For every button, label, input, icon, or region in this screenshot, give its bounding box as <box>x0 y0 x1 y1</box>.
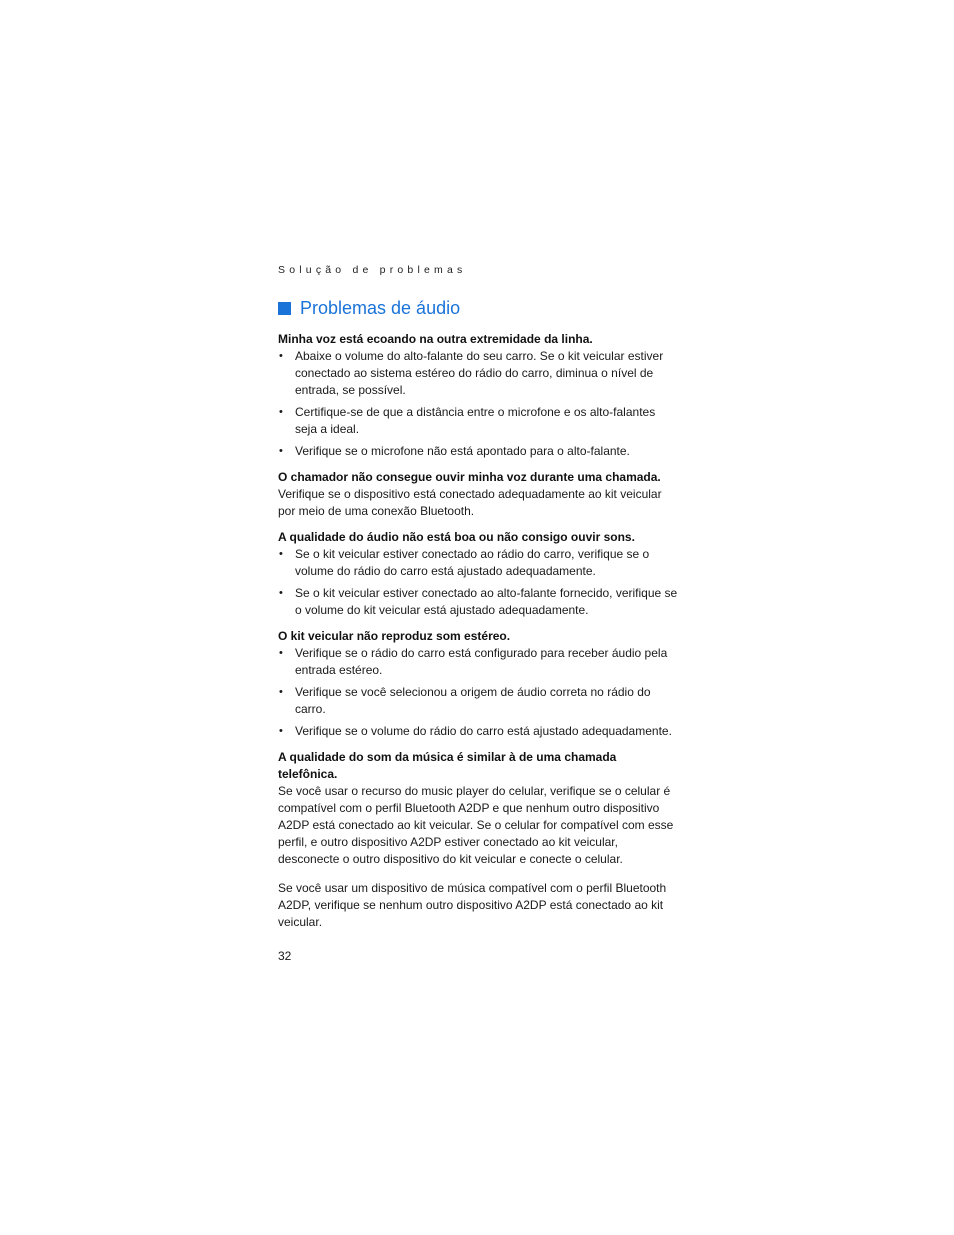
bullet-icon: • <box>279 406 283 418</box>
bullet-icon: • <box>279 725 283 737</box>
list-item-text: Se o kit veicular estiver conectado ao alto-falante fornecido, verifique se o volume do kit veicular está ajustado adequadamente. <box>295 586 678 617</box>
question-heading: O chamador não consegue ouvir minha voz durante uma chamada. <box>278 470 661 484</box>
body-paragraph: Verifique se o dispositivo está conectado adequadamente ao kit veicular por meio de uma conexão Bluetooth. <box>278 487 662 518</box>
running-head: Solução de problemas <box>278 264 467 276</box>
body-paragraph: Se você usar um dispositivo de música compatível com o perfil Bluetooth A2DP, verifique se nenhum outro dispositivo A2DP está conectado ao kit veicular. <box>278 881 667 929</box>
list-item <box>278 546 678 580</box>
blue-square-icon <box>278 302 291 315</box>
question-heading: A qualidade do áudio não está boa ou não consigo ouvir sons. <box>278 530 635 544</box>
troubleshoot-block-caller-cannot-hear <box>278 469 678 520</box>
list-item <box>278 585 678 619</box>
question-heading: O kit veicular não reproduz som estéreo. <box>278 629 511 643</box>
bullet-list <box>278 546 678 619</box>
bullet-list <box>278 348 678 460</box>
troubleshoot-block-echo <box>278 331 678 460</box>
troubleshoot-block-audio-quality <box>278 529 678 619</box>
list-item <box>278 684 678 718</box>
bullet-icon: • <box>279 587 283 599</box>
bullet-icon: • <box>279 647 283 659</box>
list-item-text: Certifique-se de que a distância entre o microfone e os alto-falantes seja a ideal. <box>295 405 656 436</box>
list-item-text: Verifique se o rádio do carro está configurado para receber áudio pela entrada estéreo. <box>295 646 668 677</box>
troubleshoot-block-no-stereo <box>278 628 678 740</box>
list-item <box>278 723 678 740</box>
bullet-icon: • <box>279 686 283 698</box>
question-heading: Minha voz está ecoando na outra extremidade da linha. <box>278 332 593 346</box>
section-title-text: Problemas de áudio <box>300 298 461 318</box>
document-page <box>278 264 678 963</box>
list-item-text: Verifique se o volume do rádio do carro está ajustado adequadamente. <box>295 724 672 738</box>
list-item <box>278 404 678 438</box>
list-item-text: Se o kit veicular estiver conectado ao rádio do carro, verifique se o volume do rádio do carro está ajustado adequadamente. <box>295 547 650 578</box>
list-item <box>278 348 678 399</box>
bullet-icon: • <box>279 350 283 362</box>
list-item-text: Verifique se você selecionou a origem de áudio correta no rádio do carro. <box>295 685 651 716</box>
bullet-icon: • <box>279 548 283 560</box>
list-item <box>278 443 678 460</box>
body-paragraph: Se você usar o recurso do music player do celular, verifique se o celular é compatível com o perfil Bluetooth A2DP e que nenhum outro dispositivo A2DP está conectado ao kit veicular. Se o celular for compatível com esse perfil, e outro dispositivo A2DP estiver conectado ao kit veicular, desconecte o outro dispositivo do kit veicular e conecte o celular. <box>278 784 674 866</box>
list-item-text: Abaixe o volume do alto-falante do seu carro. Se o kit veicular estiver conectado ao sistema estéreo do rádio do carro, diminua o nível de entrada, se possível. <box>295 349 664 397</box>
bullet-list <box>278 645 678 740</box>
page-number: 32 <box>278 949 292 963</box>
question-heading: A qualidade do som da música é similar à de uma chamada telefônica. <box>278 750 617 781</box>
troubleshoot-block-music-quality <box>278 749 678 931</box>
section-title <box>278 298 678 319</box>
list-item-text: Verifique se o microfone não está apontado para o alto-falante. <box>295 444 630 458</box>
bullet-icon: • <box>279 445 283 457</box>
list-item <box>278 645 678 679</box>
